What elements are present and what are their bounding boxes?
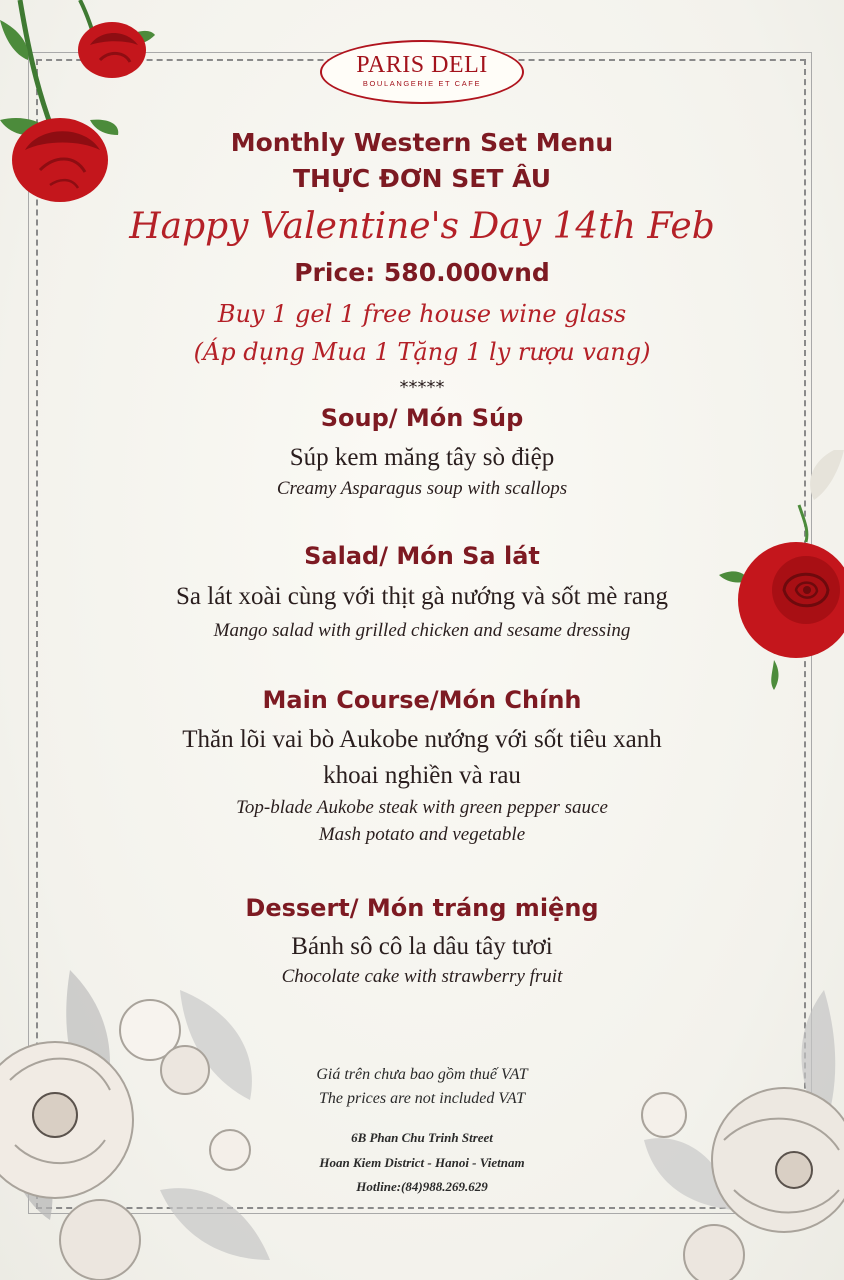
course-heading-main: Main Course/Món Chính: [262, 686, 582, 714]
vat-note-vi: Giá trên chưa bao gồm thuế VAT: [316, 1066, 528, 1083]
course-heading-salad: Salad/ Món Sa lát: [304, 542, 540, 570]
vat-note-en: The prices are not included VAT: [318, 1090, 526, 1107]
dish-en-dessert: Chocolate cake with strawberry fruit: [281, 966, 563, 987]
dish-en-main-line2: Mash potato and vegetable: [318, 824, 526, 845]
menu-title-en: Monthly Western Set Menu: [230, 128, 614, 157]
address-line2: Hoan Kiem District - Hanoi - Vietnam: [319, 1155, 525, 1170]
dish-vi-main-line1: Thăn lõi vai bò Aukobe nướng với sốt tiêu xanh: [182, 726, 662, 753]
promo-en: Buy 1 gel 1 free house wine glass: [217, 300, 627, 328]
menu-title-vi: THỰC ĐƠN SET ÂU: [292, 164, 552, 193]
dish-vi-salad: Sa lát xoài cùng với thịt gà nướng và sốt mè rang: [176, 583, 668, 610]
dish-vi-main-line2: khoai nghiền và rau: [323, 762, 521, 789]
dish-en-main-line1: Top-blade Aukobe steak with green pepper sauce: [236, 797, 608, 818]
dish-vi-dessert: Bánh sô cô la dâu tây tươi: [291, 933, 553, 960]
price: Price: 580.000vnd: [294, 258, 550, 287]
address-line1: 6B Phan Chu Trinh Street: [351, 1130, 493, 1145]
logo-name: PARIS DELI: [356, 52, 488, 78]
dish-vi-soup: Súp kem măng tây sò điệp: [289, 444, 555, 471]
promo-vi: (Áp dụng Mua 1 Tặng 1 ly rượu vang): [193, 338, 651, 366]
paris-deli-logo: [320, 40, 524, 104]
occasion-title: Happy Valentine's Day 14th Feb: [129, 206, 715, 247]
flower-illustration-bottom-left: [0, 970, 300, 1280]
logo-tagline: BOULANGERIE ET CAFE: [362, 79, 482, 88]
separator: *****: [399, 377, 445, 398]
dish-en-salad: Mango salad with grilled chicken and sesame dressing: [213, 620, 631, 641]
course-heading-soup: Soup/ Món Súp: [320, 404, 524, 432]
hotline: Hotline:(84)988.269.629: [356, 1179, 488, 1194]
course-heading-dessert: Dessert/ Món tráng miệng: [245, 894, 599, 922]
dish-en-soup: Creamy Asparagus soup with scallops: [276, 478, 568, 499]
